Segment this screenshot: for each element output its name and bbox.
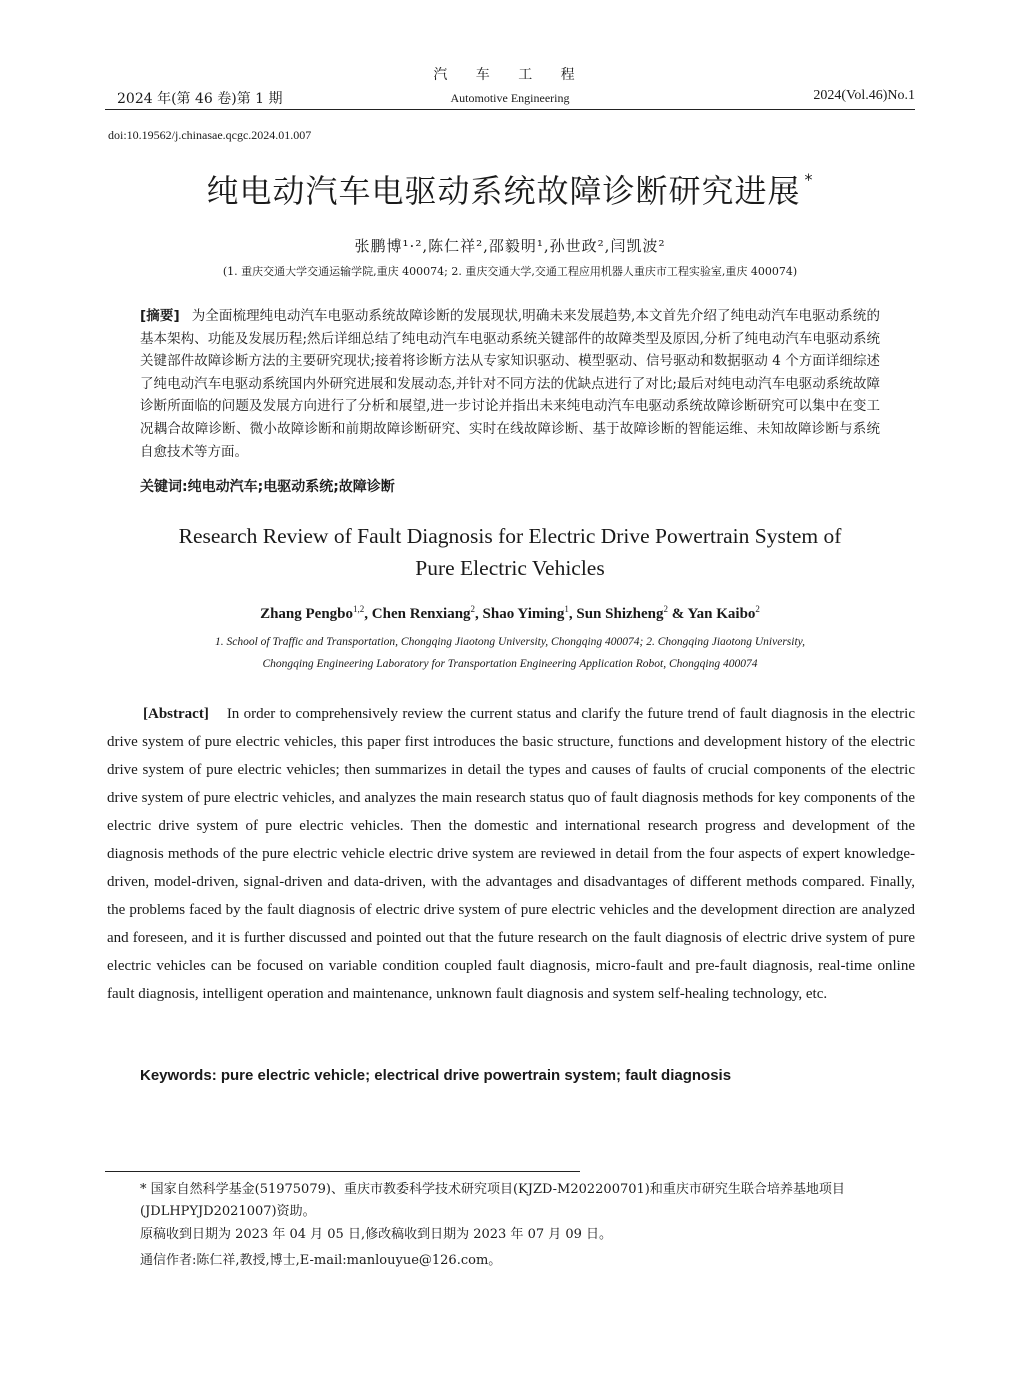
affiliation-en-line1: 1. School of Traffic and Transportation, Chongqing Jiaotong University, Chongqing 400074; 2. Chongqing Jiaotong University,: [214, 636, 806, 648]
footnote-correspondence: 通信作者:陈仁祥,教授,博士,E-mail:manlouyue@126.com。: [140, 1253, 502, 1268]
authors-cn: 张鹏博¹·²,陈仁祥²,邵毅明¹,孙世政²,闫凯波²: [354, 237, 666, 255]
paper-title-en-line2: Pure Electric Vehicles: [415, 556, 605, 580]
paper-title-en-line1: Research Review of Fault Diagnosis for Electric Drive Powertrain System of: [178, 524, 842, 548]
affiliation-cn: (1. 重庆交通大学交通运输学院,重庆 400074; 2. 重庆交通大学,交通工程应用机器人重庆市工程实验室,重庆 400074): [222, 265, 798, 278]
author-affil-mark: 2: [663, 604, 669, 614]
authors-en: [0, 604, 1020, 623]
author-separator: ,: [364, 606, 372, 622]
author-name: Chen Renxiang: [371, 606, 471, 622]
affiliation-en: [0, 631, 1020, 675]
author-separator: ,: [568, 606, 577, 622]
author-name: Shao Yiming: [482, 606, 565, 622]
author-name: Yan Kaibo: [687, 606, 756, 622]
author-separator: ,: [475, 606, 483, 622]
author-name: Zhang Pengbo: [260, 606, 354, 622]
author-affil-mark: 2: [755, 604, 760, 614]
abstract-cn: [140, 305, 880, 463]
doi[interactable]: doi:10.19562/j.chinasae.qcgc.2024.01.007: [108, 128, 312, 142]
paper-title-en: [0, 520, 1020, 584]
running-header: [105, 88, 915, 110]
journal-name-cn: 汽 车 工 程: [433, 67, 587, 83]
header-divider: [105, 109, 915, 110]
abstract-label-en: [Abstract]: [143, 706, 209, 722]
abstract-en: [107, 700, 915, 1008]
paper-title-cn: [0, 166, 1020, 212]
author-affil-mark: 2: [470, 604, 476, 614]
abstract-text-en: In order to comprehensively review the current status and clarify the future trend of fault diagnosis in the electric drive system of pure electric vehicles, this paper first introduces the basic structure, functions and development history of the electric drive system of pure electric vehicles; then summarizes in detail the types and causes of faults of crucial components of the electric drive system of pure electric vehicles, and analyzes the main research status quo of fault diagnosis methods for key components of the electric drive system of pure electric vehicles. Then the domestic and international research progress and development of the diagnosis methods of the pure electric vehicle electric drive system are reviewed in detail from the four aspects of expert knowledge-driven, model-driven, signal-driven and data-driven, with the advantages and disadvantages of different methods compared. Finally, the problems faced by the fault diagnosis of electric drive system of pure electric vehicles and the development direction are analyzed and foreseen, and it is further discussed and pointed out that the future research on the fault diagnosis of electric drive system of pure electric vehicles can be focused on variable condition coupled fault diagnosis, micro-fault and pre-fault diagnosis, real-time online fault diagnosis, intelligent operation and maintenance, unknown fault diagnosis and system self-healing technology, etc.: [107, 706, 915, 1002]
author-separator: &: [668, 606, 688, 622]
journal-name-en: Automotive Engineering: [450, 91, 570, 105]
author-affil-mark: 1,2: [353, 604, 365, 614]
issue-cn: 2024 年(第 46 卷)第 1 期: [117, 91, 283, 107]
issue-en: 2024(Vol.46)No.1: [813, 88, 915, 103]
author-name: Sun Shizheng: [576, 606, 664, 622]
paper-title-cn-text: 纯电动汽车电驱动系统故障诊断研究进展: [206, 172, 801, 210]
keywords-en: Keywords: pure electric vehicle; electrical drive powertrain system; fault diagnosis: [140, 1067, 732, 1084]
footnote-funding: * 国家自然科学基金(51975079)、重庆市教委科学技术研究项目(KJZD-M202200701)和重庆市研究生联合培养基地项目(JDLHPYJD2021007)资助。: [140, 1182, 845, 1219]
author-affil-mark: 1: [564, 604, 569, 614]
abstract-label-cn: [摘要]: [140, 308, 180, 324]
footnote-divider: [105, 1171, 580, 1172]
affiliation-en-line2: Chongqing Engineering Laboratory for Transportation Engineering Application Robot, Chongqing 400074: [262, 658, 758, 670]
abstract-text-cn: 为全面梳理纯电动汽车电驱动系统故障诊断的发展现状,明确未来发展趋势,本文首先介绍了纯电动汽车电驱动系统的基本架构、功能及发展历程;然后详细总结了纯电动汽车电驱动系统关键部件的故障类型及原因,分析了纯电动汽车电驱动系统关键部件故障诊断方法的主要研究现状;接着将诊断方法从专家知识驱动、模型驱动、信号驱动和数据驱动 4 个方面详细综述了纯电动汽车电驱动系统国内外研究进展和发展动态,并针对不同方法的优缺点进行了对比;最后对纯电动汽车电驱动系统故障诊断所面临的问题及发展方向进行了分析和展望,进一步讨论并指出未来纯电动汽车电驱动系统故障诊断研究可以集中在变工况耦合故障诊断、微小故障诊断和前期故障诊断研究、实时在线故障诊断、基于故障诊断的智能运维、未知故障诊断与系统自愈技术等方面。: [140, 308, 880, 460]
funding-mark: *: [804, 170, 814, 189]
keywords-cn: 关键词:纯电动汽车;电驱动系统;故障诊断: [140, 479, 395, 495]
footnote-received: 原稿收到日期为 2023 年 04 月 05 日,修改稿收到日期为 2023 年 07 月 09 日。: [140, 1227, 613, 1242]
